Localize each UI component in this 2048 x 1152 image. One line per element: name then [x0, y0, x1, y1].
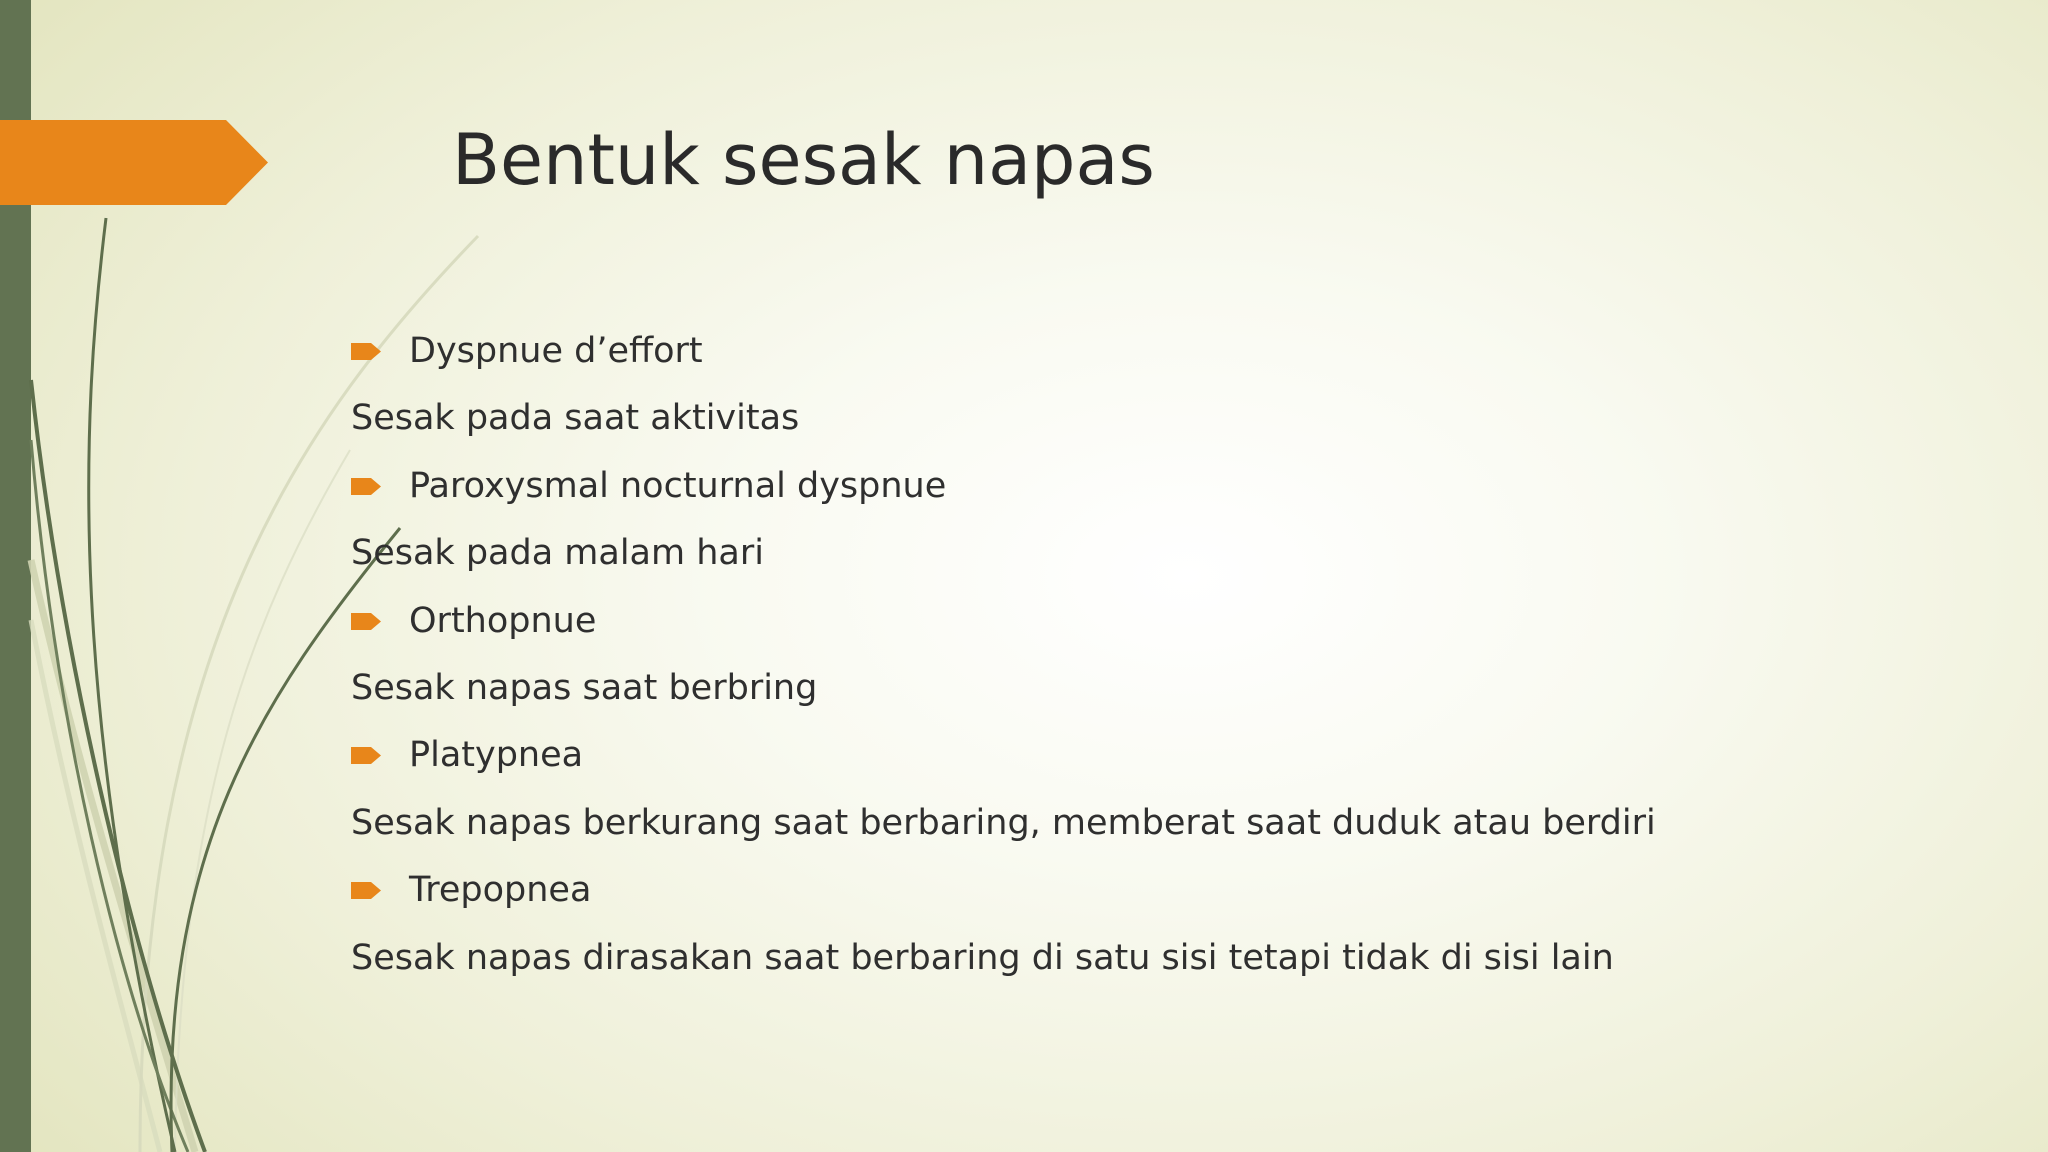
description-text: Sesak napas berkurang saat berbaring, memberat saat duduk atau berdiri [351, 802, 1656, 843]
list-item-description [351, 925, 2011, 992]
orange-arrow-bullet-icon [351, 343, 381, 360]
term-text: Trepopnea [409, 870, 592, 911]
list-item-term [351, 722, 2011, 789]
term-text: Orthopnue [409, 600, 597, 641]
description-text: Sesak napas saat berbring [351, 667, 818, 708]
slide-title: Bentuk sesak napas [452, 119, 1155, 201]
list-item-description [351, 520, 2011, 587]
list-item-term [351, 857, 2011, 924]
list-item-term [351, 588, 2011, 655]
description-text: Sesak pada saat aktivitas [351, 398, 800, 439]
description-text: Sesak napas dirasakan saat berbaring di satu sisi tetapi tidak di sisi lain [351, 937, 1614, 978]
list-item-term [351, 318, 2011, 385]
list-item-description [351, 655, 2011, 722]
orange-arrow-bullet-icon [351, 882, 381, 899]
term-text: Dyspnue d’effort [409, 331, 703, 371]
term-text: Paroxysmal nocturnal dyspnue [409, 465, 947, 506]
list-item-description [351, 790, 2011, 857]
bullet-list [351, 318, 2011, 992]
title-arrow-banner [0, 120, 268, 205]
list-item-term [351, 453, 2011, 520]
orange-arrow-bullet-icon [351, 747, 381, 764]
description-text: Sesak pada malam hari [351, 533, 764, 574]
term-text: Platypnea [409, 735, 584, 776]
list-item-description [351, 385, 2011, 452]
orange-arrow-bullet-icon [351, 478, 381, 495]
orange-arrow-bullet-icon [351, 613, 381, 630]
